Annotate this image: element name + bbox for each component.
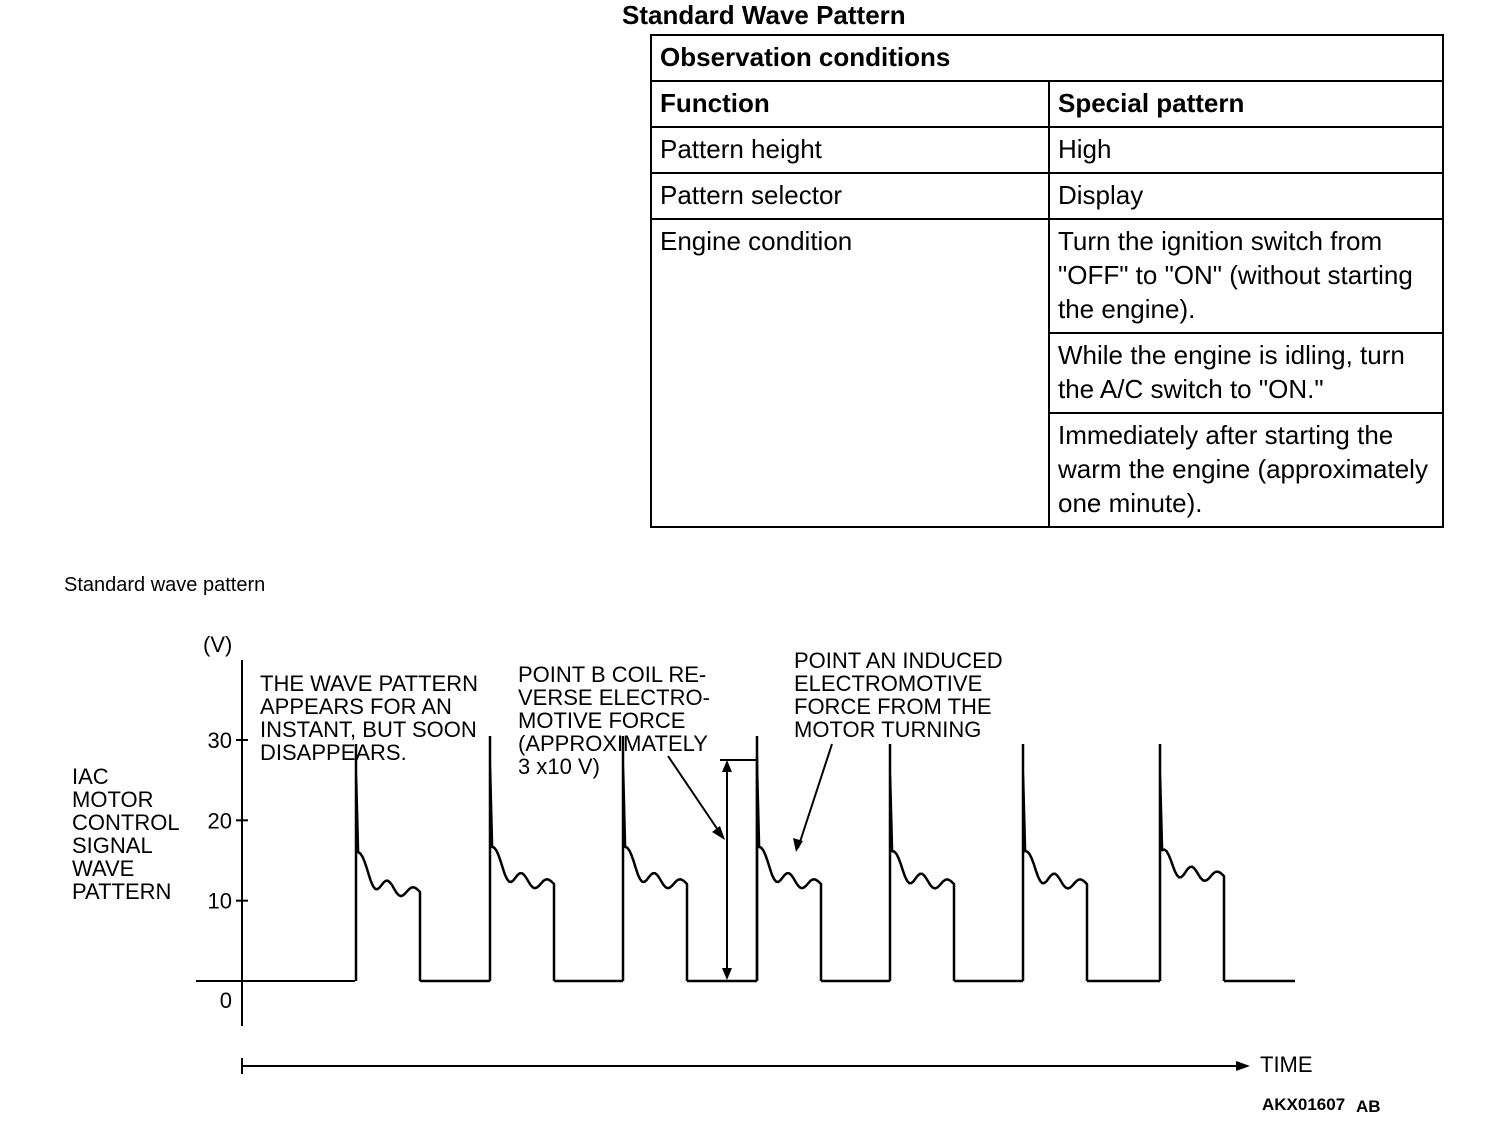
y-unit-label: (V) — [203, 632, 233, 657]
annotation-line: VERSE ELECTRO- — [518, 685, 710, 710]
function-cell: Pattern selector — [651, 173, 1049, 219]
annotation-line: MOTOR TURNING — [794, 717, 982, 742]
figure-label: Standard wave pattern — [64, 574, 266, 596]
y-axis-label-line: PATTERN — [72, 879, 172, 904]
wave-pulse — [356, 744, 420, 981]
annotation-line: 3 x10 V) — [518, 754, 600, 779]
function-cell: Pattern height — [651, 127, 1049, 173]
annotation-line: DISAPPEARS. — [260, 740, 407, 765]
annotation-line: MOTIVE FORCE — [518, 708, 686, 733]
wave-pulse — [757, 736, 821, 981]
figure-code: AKX01607 — [1262, 1095, 1346, 1114]
annotation-line: POINT AN INDUCED — [794, 648, 1003, 673]
annotation-line: APPEARS FOR AN — [260, 694, 452, 719]
annotation-point-b — [518, 662, 710, 779]
y-axis-label-line: SIGNAL — [72, 833, 153, 858]
wave-pulse — [1160, 744, 1224, 981]
pattern-cell: Display — [1049, 173, 1443, 219]
annotation-line: ELECTROMOTIVE — [794, 671, 983, 696]
point-b-leader — [668, 756, 722, 836]
annotation-line: (APPROXIMATELY — [518, 731, 708, 756]
y-tick-label: 20 — [207, 808, 232, 834]
y-axis-label-line: IAC — [72, 764, 109, 789]
page-title: Standard Wave Pattern — [622, 0, 906, 30]
wave-pulse — [1023, 744, 1087, 981]
wave-pulse — [890, 744, 954, 981]
y-tick-label: 10 — [207, 888, 232, 914]
pattern-cell: High — [1049, 127, 1443, 173]
x-axis-label: TIME — [1260, 1052, 1313, 1077]
y-tick-label: 30 — [207, 728, 232, 753]
point-a-leader — [798, 744, 832, 848]
pattern-cell: While the engine is idling, turn the A/C switch to "ON." — [1049, 333, 1443, 413]
figure-code-suffix: AB — [1356, 1097, 1381, 1116]
column-special-pattern: Special pattern — [1049, 81, 1443, 127]
annotation-line: INSTANT, BUT SOON — [260, 717, 477, 742]
annotation-line: POINT B COIL RE- — [518, 662, 707, 687]
emf-arrow-down-icon — [722, 968, 732, 980]
y-axis-label-line: MOTOR — [72, 787, 154, 812]
y-tick-label: 0 — [219, 988, 232, 1013]
annotation-line: THE WAVE PATTERN — [260, 671, 478, 696]
annotation-line: FORCE FROM THE — [794, 694, 992, 719]
point-b-arrow-icon — [712, 826, 725, 840]
annotation-point-a — [794, 648, 1003, 742]
y-axis-label-line: CONTROL — [72, 810, 180, 835]
wave-pulse — [623, 736, 687, 981]
table-caption: Observation conditions — [651, 35, 1443, 81]
pattern-cell: Turn the ignition switch from "OFF" to "ON" (without starting the engine). — [1049, 219, 1443, 333]
function-cell: Engine condition — [651, 219, 1049, 527]
column-function: Function — [651, 81, 1049, 127]
annotation-wave-pattern — [260, 671, 478, 765]
emf-arrow-up-icon — [722, 760, 732, 772]
y-axis-label-line: WAVE — [72, 856, 135, 881]
time-arrow-icon — [1236, 1061, 1250, 1071]
pattern-cell: Immediately after starting the warm the engine (approximately one minute). — [1049, 413, 1443, 527]
